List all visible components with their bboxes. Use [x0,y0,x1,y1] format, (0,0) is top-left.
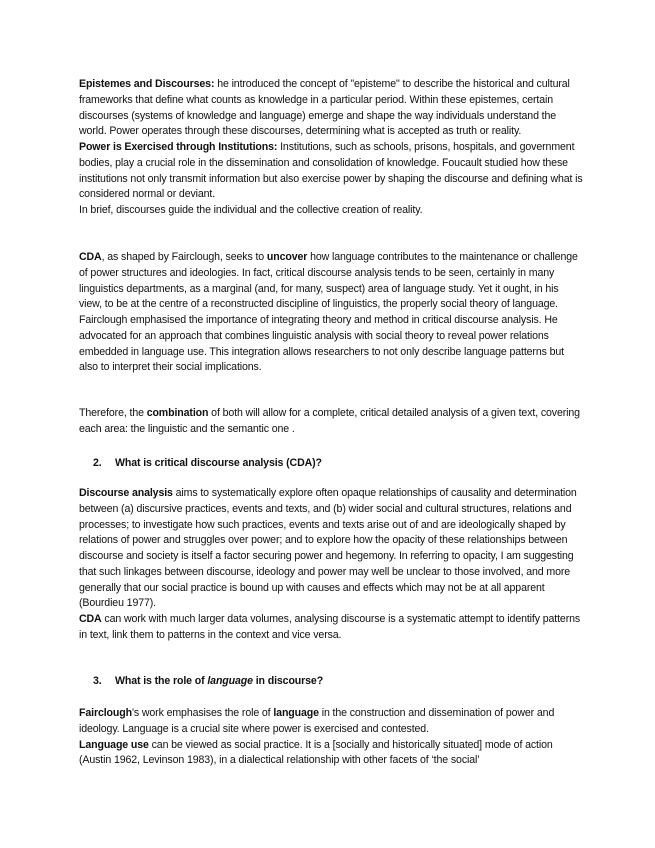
text-epistemes: he introduced the concept of "episteme" to describe the historical and cultural frameworks that define what counts as knowledge in a particular period. Within these epistemes, certain discourses (systems of knowledge and language) emerge and shape the way individuals understand the world. Power operates through these discourses, determining what is accepted as truth or reality. [79,78,570,138]
term-institutions: Power is Exercised through Institutions: [79,141,278,153]
term-combination: combination [146,407,209,419]
section-language [79,706,584,769]
term-language: language [273,707,319,719]
paragraph-institutions [79,140,584,203]
term-uncover: uncover [266,251,308,263]
italic-language: language [207,675,253,687]
section-foucault [79,77,584,219]
paragraph-cda-fairclough: CDA, as shaped by Fairclough, seeks to uncover how language contributes to the maintenance or challenge of power structures and ideologies. In fact, critical discourse analysis tends to be seen, certainly in many linguistics departments, as a marginal (and, for many, suspect) area of language study. Yet it ought, in his view, to be at the centre of a reconstructed discipline of linguistics, the properly social theory of language. Fairclough emphasised the importance of integrating theory and method in critical discourse analysis. He advocated for an approach that combines linguistic analysis with social theory to reveal power relations embedded in language use. This integration allows researchers to not only describe language patterns but also to interpret their social implications. [79,251,578,374]
paragraph-epistemes [79,77,584,140]
heading-role-of-language: 3. What is the role of language in discourse? [93,674,323,690]
paragraph-language-use: Language use can be viewed as social practice. It is a [socially and historically situated] mode of action (Austin 1962, Levinson 1983), in a dialectical relationship with other facets of ‘the social’ [79,738,553,767]
term-fairclough: Fairclough [79,707,132,719]
paragraph-discourse-analysis: Discourse analysis aims to systematically explore often opaque relationships of causality and determination between (a) discursive practices, events and texts, and (b) wider social and cultural structures, relations and processes; to investigate how such practices, events and texts arise out of and are ideologically shaped by relations of power and struggles over power; and to explore how the opacity of these relationships between discourse and society is itself a factor securing power and hegemony. In referring to opacity, I am suggesting that such linkages between discourse, ideology and power may well be unclear to those involved, and more generally that our social practice is bound up with causes and effects which may not be at all apparent (Bourdieu 1977). [79,487,577,610]
heading-number: 3. [93,675,102,687]
section-discourse-analysis [79,486,584,644]
heading-number: 2. [93,457,102,469]
paragraph-cda-volumes: CDA can work with much larger data volumes, analysing discourse is a systematic attempt to identify patterns in text, link them to patterns in the context and vice versa. [79,613,581,641]
paragraph-therefore: Therefore, the combination of both will allow for a complete, critical detailed analysis of a given text, covering each area: the linguistic and the semantic one . [79,407,580,435]
term-language-use: Language use [79,738,149,751]
term-discourse-analysis: Discourse analysis [79,487,173,499]
term-cda: CDA [79,251,102,263]
paragraph-in-brief: In brief, discourses guide the individual and the collective creation of reality. [79,204,423,216]
term-cda-2: CDA [79,613,102,625]
text-institutions: Institutions, such as schools, prisons, hospitals, and government bodies, play a crucial role in the dissemination and consolidation of knowledge. Foucault studied how these institutions not only transmit information but also exercise power by shaping the discourse and defining what is considered normal or deviant. [79,141,583,201]
paragraph-fairclough-language: Fairclough's work emphasises the role of language in the construction and dissemination of power and ideology. Language is a crucial site where power is exercised and contested. [79,707,555,735]
term-epistemes: Epistemes and Discourses: [79,78,215,90]
heading-text: What is critical discourse analysis (CDA)? [115,457,322,469]
heading-what-is-cda [93,456,322,472]
